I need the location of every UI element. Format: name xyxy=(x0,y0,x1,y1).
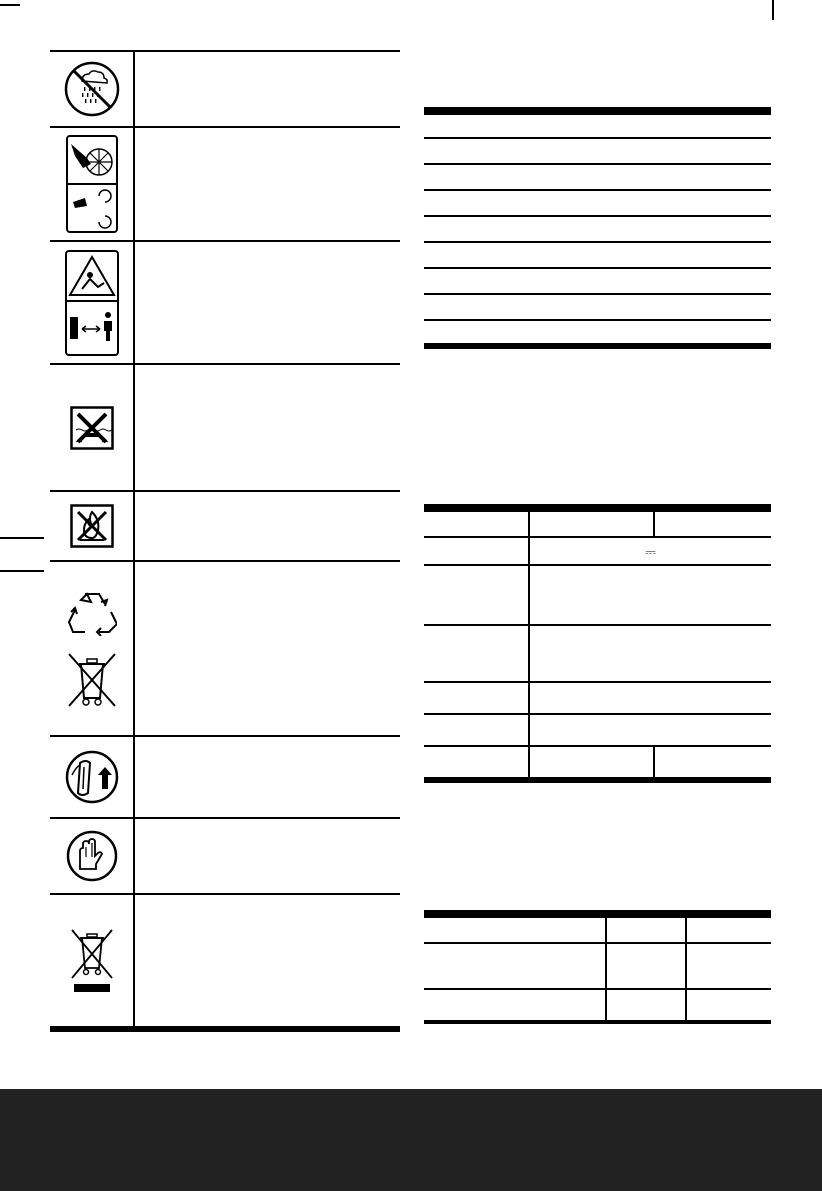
technical-data-table xyxy=(424,504,771,783)
thrown-objects-keep-distance-icon xyxy=(64,249,120,357)
thumb-tab-line-bottom xyxy=(0,570,44,572)
table-row xyxy=(424,163,771,189)
weee-icon xyxy=(65,650,119,708)
guard-arrow-icon xyxy=(64,749,120,805)
table-row xyxy=(424,189,771,215)
symbol-row xyxy=(50,363,400,490)
table-row xyxy=(424,942,771,988)
table-row xyxy=(424,681,771,713)
symbol-row xyxy=(50,50,400,126)
table-row xyxy=(424,293,771,319)
weee-bar-icon xyxy=(68,928,116,994)
symbol-row xyxy=(50,490,400,560)
table-row xyxy=(424,241,771,267)
table-row xyxy=(424,564,771,624)
table-row xyxy=(424,267,771,293)
noise-vibration-table xyxy=(424,910,771,1024)
symbol-row xyxy=(50,126,400,240)
parts-table xyxy=(424,107,771,349)
symbol-table xyxy=(50,50,400,1032)
table-row xyxy=(424,319,771,343)
crop-mark-top-left xyxy=(0,4,20,6)
do-not-burn-icon xyxy=(70,504,114,548)
table-row xyxy=(424,745,771,777)
table-row xyxy=(424,713,771,745)
recycle-icon xyxy=(67,590,117,636)
do-not-immerse-icon xyxy=(70,406,114,450)
table-row xyxy=(424,510,771,536)
thumb-tab-line-top xyxy=(0,537,44,539)
no-rain-icon xyxy=(62,59,122,119)
table-row xyxy=(424,113,771,137)
table-row xyxy=(424,624,771,681)
table-row xyxy=(424,137,771,163)
symbol-row xyxy=(50,560,400,735)
symbol-table-bottom-rule xyxy=(50,1026,400,1032)
footer-band xyxy=(0,1089,822,1191)
table-row xyxy=(424,215,771,241)
symbol-row xyxy=(50,240,400,363)
table-row xyxy=(424,536,771,564)
symbol-row xyxy=(50,893,400,1026)
table-row xyxy=(424,988,771,1020)
crop-mark-top-right xyxy=(772,0,774,20)
symbol-row xyxy=(50,735,400,817)
symbol-row xyxy=(50,817,400,893)
table-row xyxy=(424,916,771,942)
wear-gloves-icon xyxy=(65,829,119,883)
rotating-blade-hand-icon xyxy=(65,134,119,234)
dc-current-symbol: ⎓ xyxy=(645,543,656,559)
